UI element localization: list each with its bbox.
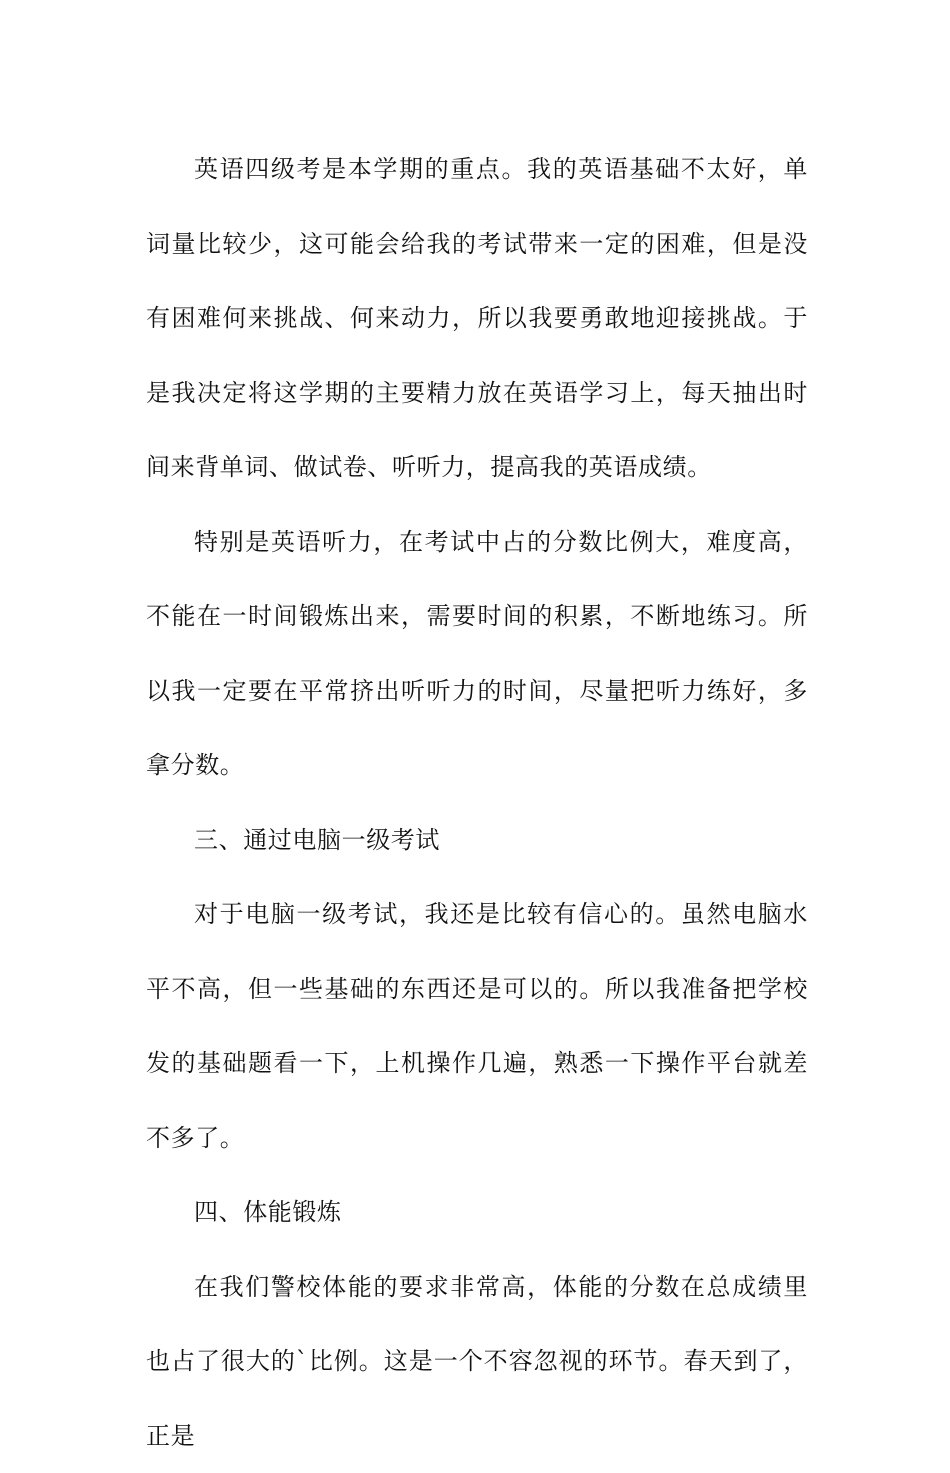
section-heading-physical-training: 四、体能锻炼: [146, 1175, 808, 1250]
paragraph-english-exam: 英语四级考是本学期的重点。我的英语基础不太好，单词量比较少，这可能会给我的考试带来一定的困难，但是没有困难何来挑战、何来动力，所以我要勇敢地迎接挑战。于是我决定将这学期的主要精力放在英语学习上，每天抽出时间来背单词、做试卷、听听力，提高我的英语成绩。: [146, 132, 808, 505]
document-body: [146, 132, 808, 1473]
paragraph-physical-training: 在我们警校体能的要求非常高，体能的分数在总成绩里也占了很大的`比例。这是一个不容忽视的环节。春天到了，正是: [146, 1250, 808, 1473]
paragraph-english-listening: 特别是英语听力，在考试中占的分数比例大，难度高，不能在一时间锻炼出来，需要时间的积累，不断地练习。所以我一定要在平常挤出听听力的时间，尽量把听力练好，多拿分数。: [146, 505, 808, 803]
paragraph-computer-exam: 对于电脑一级考试，我还是比较有信心的。虽然电脑水平不高，但一些基础的东西还是可以的。所以我准备把学校发的基础题看一下，上机操作几遍，熟悉一下操作平台就差不多了。: [146, 877, 808, 1175]
section-heading-computer-exam: 三、通过电脑一级考试: [146, 803, 808, 878]
